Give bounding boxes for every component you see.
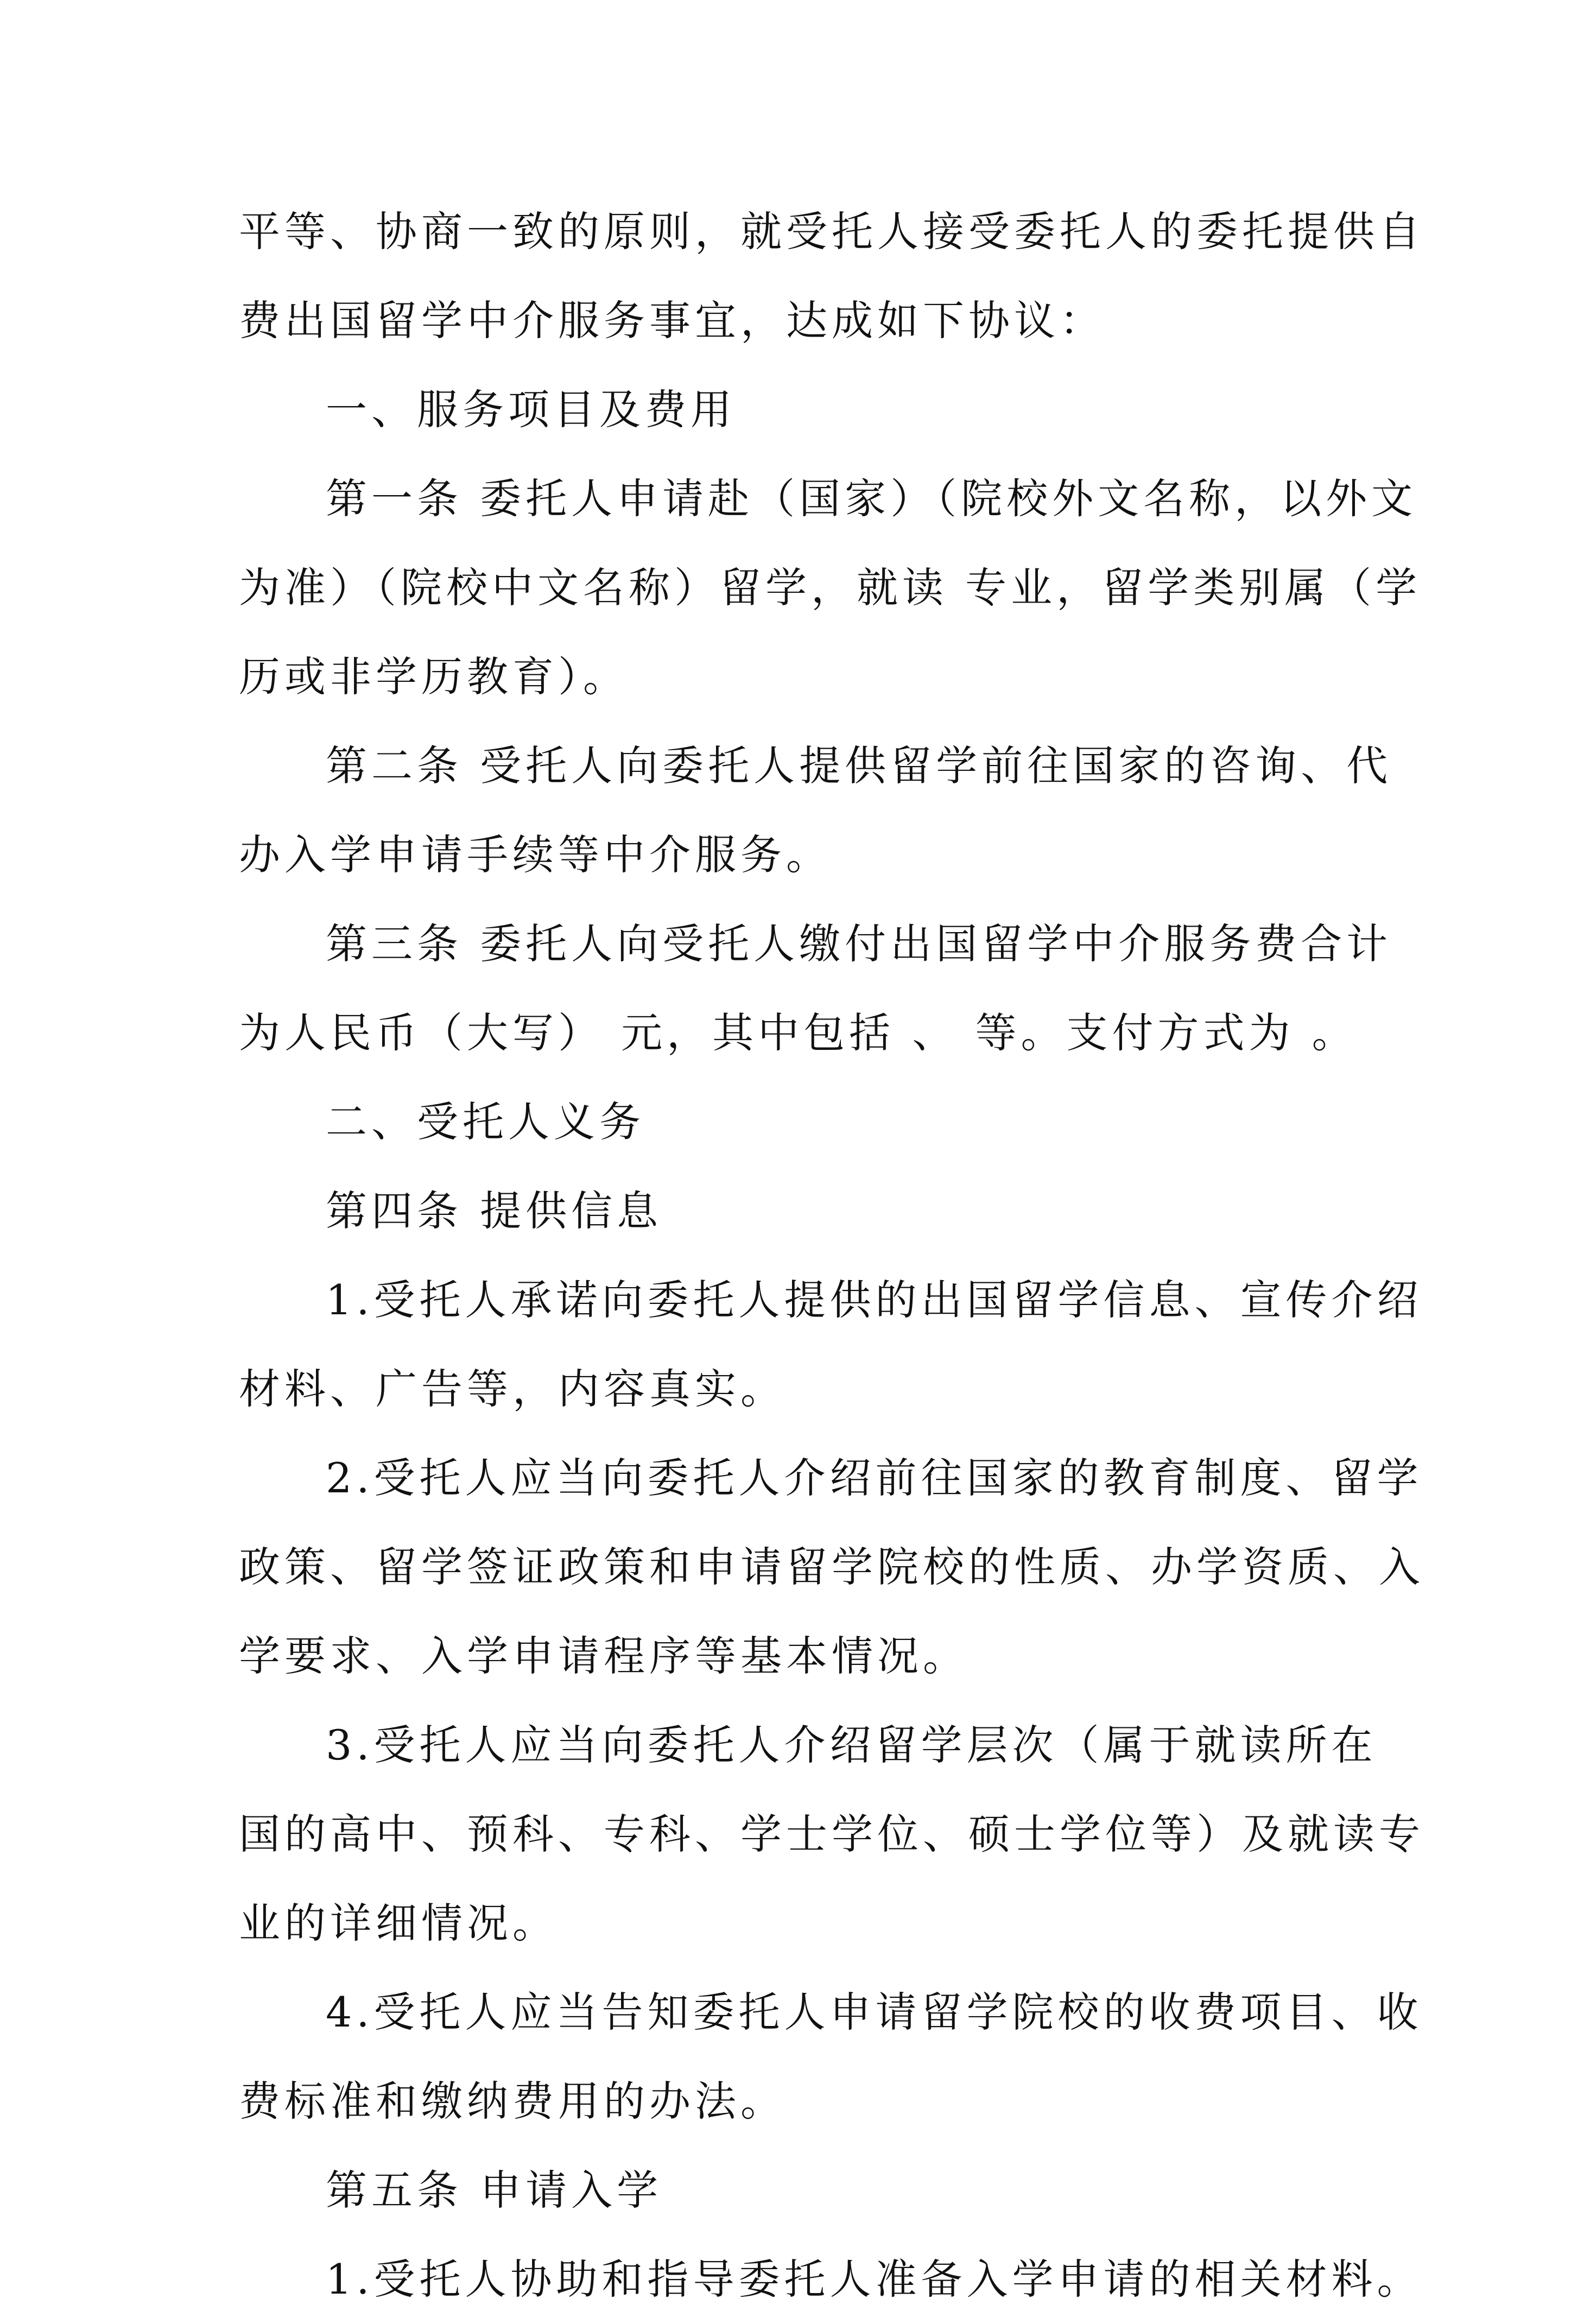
article-line: 第四条 提供信息 bbox=[326, 1187, 663, 1235]
text-line: 为准）（院校中文名称）留学，就读 专业，留学类别属（学 bbox=[239, 563, 1422, 612]
text-line: 学要求、入学申请程序等基本情况。 bbox=[239, 1632, 968, 1680]
numbered-item: 4.受托人应当告知委托人申请留学院校的收费项目、收 bbox=[326, 1988, 1423, 2036]
document-body bbox=[239, 187, 1424, 2324]
numbered-item: 1.受托人协助和指导委托人准备入学申请的相关材料。 bbox=[326, 2255, 1423, 2303]
text-line: 费出国留学中介服务事宜，达成如下协议： bbox=[239, 296, 1105, 345]
text-line: 办入学申请手续等中介服务。 bbox=[239, 831, 832, 879]
text-line: 为人民币（大写） 元，其中包括 、 等。支付方式为 。 bbox=[239, 1009, 1358, 1057]
text-line: 历或非学历教育）。 bbox=[239, 653, 629, 701]
text-line: 国的高中、预科、专科、学士学位、硕士学位等）及就读专 bbox=[239, 1810, 1424, 1858]
article-line: 第二条 受托人向委托人提供留学前往国家的咨询、代 bbox=[326, 742, 1392, 790]
article-line: 第三条 委托人向受托人缴付出国留学中介服务费合计 bbox=[326, 920, 1392, 968]
numbered-item: 3.受托人应当向委托人介绍留学层次（属于就读所在 bbox=[326, 1721, 1377, 1769]
text-line: 业的详细情况。 bbox=[239, 1899, 558, 1947]
text-line: 政策、留学签证政策和申请留学院校的性质、办学资质、入 bbox=[239, 1543, 1424, 1591]
article-line: 第五条 申请入学 bbox=[326, 2166, 663, 2214]
section-heading: 一、服务项目及费用 bbox=[326, 385, 736, 434]
numbered-item: 2.受托人应当向委托人介绍前往国家的教育制度、留学 bbox=[326, 1454, 1423, 1502]
text-line: 材料、广告等，内容真实。 bbox=[239, 1365, 786, 1413]
text-line: 平等、协商一致的原则，就受托人接受委托人的委托提供自 bbox=[239, 207, 1424, 256]
section-heading: 二、受托人义务 bbox=[326, 1098, 645, 1146]
text-line: 费标准和缴纳费用的办法。 bbox=[239, 2077, 786, 2125]
numbered-item: 1.受托人承诺向委托人提供的出国留学信息、宣传介绍 bbox=[326, 1276, 1423, 1324]
article-line: 第一条 委托人申请赴（国家）（院校外文名称，以外文 bbox=[326, 474, 1417, 523]
